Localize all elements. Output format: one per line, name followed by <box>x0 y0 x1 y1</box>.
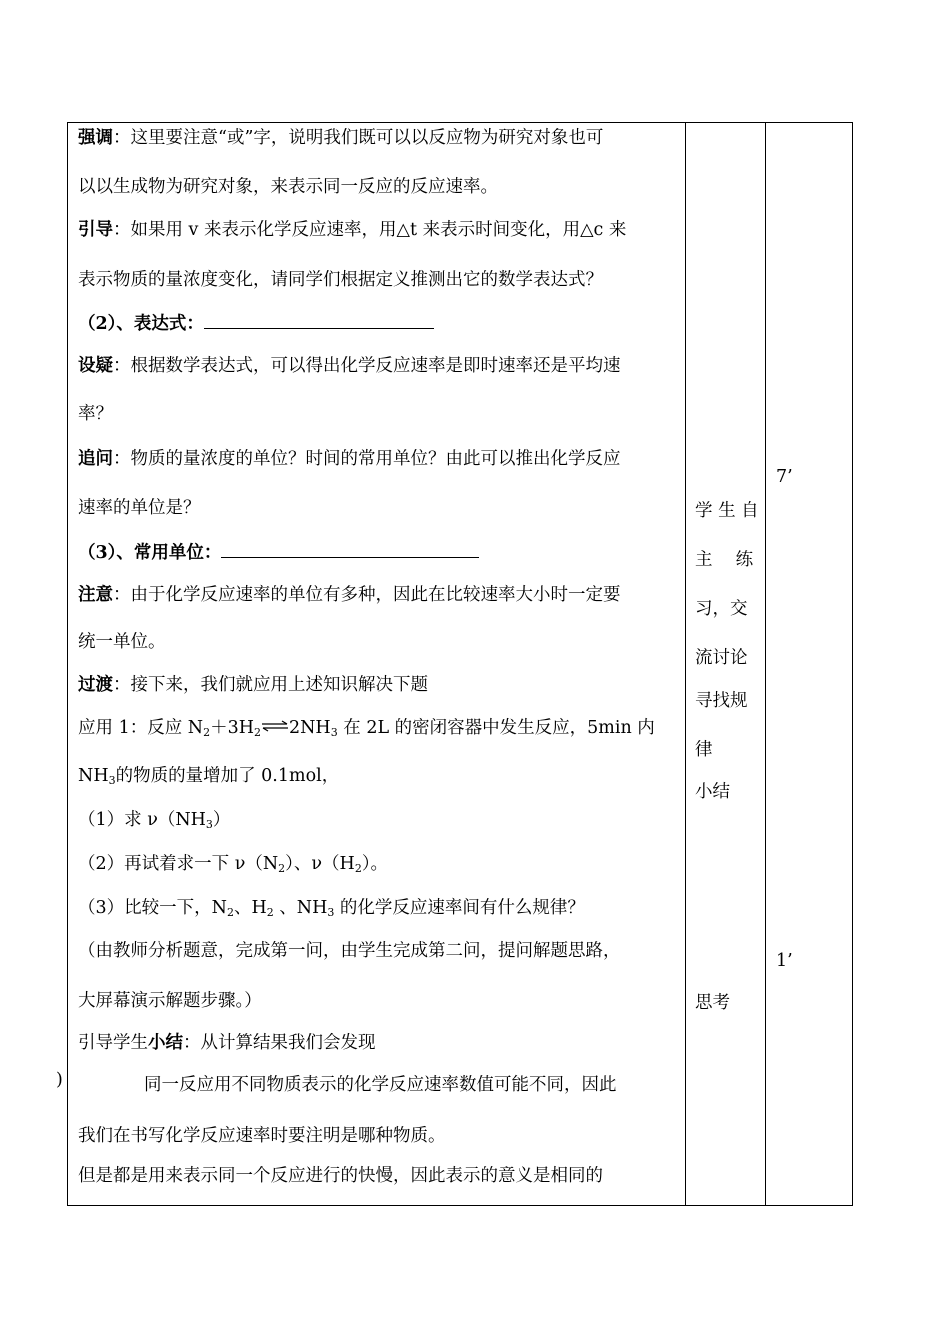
activity-text: 思考 <box>695 993 730 1013</box>
expression-blank[interactable] <box>204 310 434 329</box>
column-divider-1 <box>685 123 686 1205</box>
column-divider-2 <box>765 123 766 1205</box>
time-value: 7’ <box>776 467 793 487</box>
followup-line: 追问：物质的量浓度的单位？时间的常用单位？由此可以推出化学反应 <box>78 449 621 469</box>
note-line: 注意：由于化学反应速率的单位有多种，因此在比较速率大小时一定要 <box>78 585 621 605</box>
equilibrium-arrow-icon <box>261 718 289 736</box>
text-line: 率？ <box>78 404 113 424</box>
application-line: 应用 1：反应 $N_2+3H_2$ $2NH_3$ 在 2L 的密闭容器中发生反应，5min 内 <box>78 718 655 739</box>
activity-text: 寻找规 <box>695 691 748 711</box>
transition-line: 过渡：接下来，我们就应用上述知识解决下题 <box>78 675 428 695</box>
text-line: 统一单位。 <box>78 632 166 652</box>
activity-text: 习，交 <box>695 599 748 619</box>
activity-text: 主 练 <box>695 550 754 570</box>
activity-text: 流讨论 <box>695 648 748 668</box>
text-line: 表示物质的量浓度变化，请同学们根据定义推测出它的数学表达式？ <box>78 270 603 290</box>
text-line: （由教师分析题意，完成第一问，由学生完成第二问，提问解题思路， <box>78 941 621 961</box>
text-line: 我们在书写化学反应速率时要注明是哪种物质。 <box>78 1126 446 1146</box>
unit-blank[interactable] <box>221 539 479 558</box>
guide-line: 引导：如果用 v 来表示化学反应速率，用△t 来表示时间变化，用△c 来 <box>78 220 627 240</box>
text-line: 速率的单位是？ <box>78 498 201 518</box>
lesson-table <box>67 122 853 1206</box>
stray-mark: ) <box>56 1070 63 1090</box>
question-line: 设疑：根据数学表达式，可以得出化学反应速率是即时速率还是平均速 <box>78 356 621 376</box>
unit-line: （3）、常用单位： <box>78 539 479 565</box>
activity-text: 小结 <box>695 782 730 802</box>
activity-text: 学 生 自 <box>695 501 759 521</box>
question-2: （2）再试着求一下 $\nu(N_2)$、$\nu(H_2)$。 <box>78 854 389 875</box>
activity-text: 律 <box>695 740 713 760</box>
time-value: 1’ <box>776 951 793 971</box>
emphasis-line: 强调：这里要注意“或”字，说明我们既可以以反应物为研究对象也可 <box>78 128 604 148</box>
summary-line: 引导学生小结：从计算结果我们会发现 <box>78 1033 376 1053</box>
question-1: （1）求 $\nu(NH_3)$ <box>78 810 231 831</box>
question-3: （3）比较一下，$N_2$、$H_2$ 、$NH_3$ 的化学反应速率间有什么规律？ <box>78 898 585 919</box>
expression-line: （2）、表达式： <box>78 310 434 336</box>
text-line: 但是都是用来表示同一个反应进行的快慢，因此表示的意义是相同的 <box>78 1166 603 1186</box>
text-line: 同一反应用不同物质表示的化学反应速率数值可能不同，因此 <box>144 1075 617 1095</box>
text-line: $NH_3$的物质的量增加了 0.1mol， <box>78 766 340 787</box>
text-line: 大屏幕演示解题步骤。） <box>78 991 262 1011</box>
text-line: 以以生成物为研究对象，来表示同一反应的反应速率。 <box>78 177 498 197</box>
